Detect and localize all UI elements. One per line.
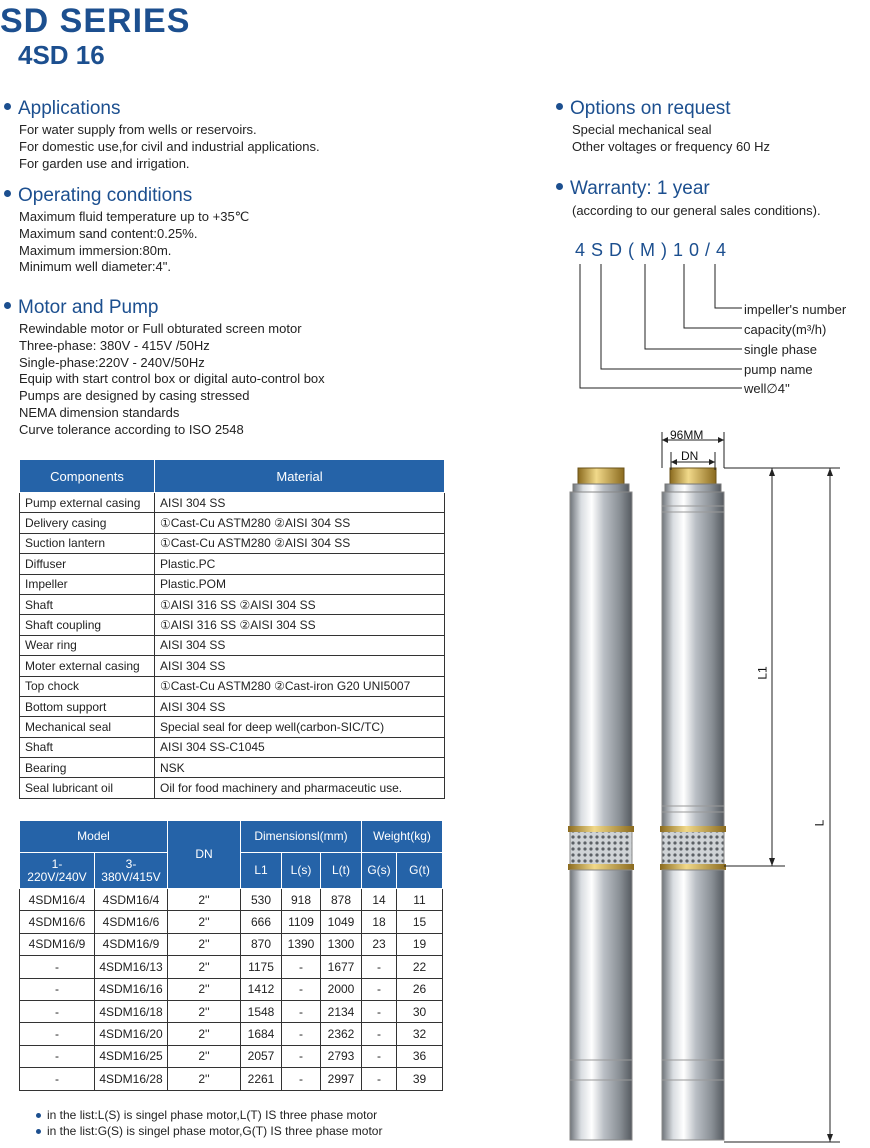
options-text: Special mechanical seal Other voltages or frequency 60 Hz [572,122,770,154]
component-cell: Suction lantern [20,533,155,553]
material-cell: Plastic.PC [155,554,445,574]
dn-label: DN [681,449,699,463]
gs-header: G(s) [362,853,397,889]
model-cell: 1412 [241,978,282,1000]
model-cell: 4SDM16/25 [95,1045,168,1067]
model-cell: - [20,978,95,1000]
model-cell: 2'' [168,1068,241,1090]
table-row [20,1023,443,1045]
width-label: 96MM [670,428,704,442]
model-cell: - [282,1000,321,1022]
pump-dimension-view [660,468,726,1140]
material-cell: Plastic.POM [155,574,445,594]
model-cell: 1175 [241,956,282,978]
table-row [20,676,445,696]
options-heading: Options on request [556,98,731,120]
component-cell: Impeller [20,574,155,594]
model-cell: - [362,1000,397,1022]
table-row [20,493,445,513]
table-row [20,1000,443,1022]
model-cell: 4SDM16/9 [95,933,168,955]
bullet-icon [4,302,11,309]
footnote-length: in the list:L(S) is singel phase motor,L(T) IS three phase motor [36,1108,377,1122]
model-code: 4SD(M)10/4 [575,240,733,260]
material-cell: AISI 304 SS [155,635,445,655]
model-cell: 2'' [168,911,241,933]
material-cell: ①Cast-Cu ASTM280 ②AISI 304 SS [155,513,445,533]
model-cell: 22 [397,956,443,978]
model-cell: - [362,1045,397,1067]
operating-heading: Operating conditions [4,185,192,207]
component-cell: Shaft [20,737,155,757]
component-cell: Diffuser [20,554,155,574]
components-table [19,459,445,799]
model-cell: - [282,978,321,1000]
table-row [20,594,445,614]
material-cell: ①AISI 316 SS ②AISI 304 SS [155,594,445,614]
model-cell: 2793 [321,1045,362,1067]
table-row [20,778,445,798]
model-cell: - [362,1068,397,1090]
table-row [20,615,445,635]
single-phase-header: 1- 220V/240V [20,853,95,889]
applications-heading: Applications [4,98,120,120]
code-label-well: well∅4'' [744,381,790,396]
model-cell: 878 [321,889,362,911]
model-cell: - [20,1045,95,1067]
pump-front-view [568,468,634,1140]
model-cell: 4SDM16/4 [20,889,95,911]
model-cell: 530 [241,889,282,911]
table-row [20,696,445,716]
model-cell: 4SDM16/16 [95,978,168,1000]
model-cell: 36 [397,1045,443,1067]
model-cell: 4SDM16/28 [95,1068,168,1090]
code-label-pump-name: pump name [744,362,813,377]
model-cell: 39 [397,1068,443,1090]
table-row [20,758,445,778]
material-cell: Special seal for deep well(carbon-SIC/TC) [155,717,445,737]
model-cell: 2997 [321,1068,362,1090]
component-cell: Shaft coupling [20,615,155,635]
model-cell: - [282,1068,321,1090]
model-cell: - [20,1023,95,1045]
material-cell: AISI 304 SS-C1045 [155,737,445,757]
model-cell: 23 [362,933,397,955]
model-cell: - [282,956,321,978]
model-cell: 4SDM16/4 [95,889,168,911]
component-cell: Mechanical seal [20,717,155,737]
component-cell: Shaft [20,594,155,614]
model-cell: 4SDM16/9 [20,933,95,955]
material-header: Material [155,460,445,493]
model-cell: 1390 [282,933,321,955]
table-row [20,933,443,955]
model-cell: 26 [397,978,443,1000]
model-cell: 2000 [321,978,362,1000]
l-label: L [812,819,827,827]
model-cell: 11 [397,889,443,911]
model-cell: 30 [397,1000,443,1022]
component-cell: Moter external casing [20,656,155,676]
series-title: SD SERIES [0,2,191,40]
three-phase-header: 3- 380V/415V [95,853,168,889]
bullet-icon [36,1113,41,1118]
model-cell: 1684 [241,1023,282,1045]
model-cell: - [20,1068,95,1090]
model-cell: 666 [241,911,282,933]
l1-header: L1 [241,853,282,889]
model-cell: - [282,1045,321,1067]
table-row [20,978,443,1000]
code-label-capacity: capacity(m³/h) [744,322,827,337]
table-row [20,574,445,594]
warranty-text: (according to our general sales conditions). [572,203,821,218]
component-cell: Seal lubricant oil [20,778,155,798]
components-header: Components [20,460,155,493]
model-cell: 14 [362,889,397,911]
model-cell: 15 [397,911,443,933]
pump-drawing [540,420,870,1148]
model-cell: - [282,1023,321,1045]
model-cell: 2261 [241,1068,282,1090]
model-cell: 4SDM16/18 [95,1000,168,1022]
operating-text: Maximum fluid temperature up to +35℃ Maximum sand content:0.25%. Maximum immersion:80m. Minimum well diameter:4". [19,209,250,275]
warranty-heading: Warranty: 1 year [556,178,710,200]
component-cell: Pump external casing [20,493,155,513]
model-cell: 2362 [321,1023,362,1045]
footnote-weight: in the list:G(S) is singel phase motor,G(T) IS three phase motor [36,1124,382,1138]
table-row [20,533,445,553]
component-cell: Bearing [20,758,155,778]
code-leader-lines [570,262,750,398]
model-cell: 2'' [168,956,241,978]
material-cell: ①Cast-Cu ASTM280 ②Cast-iron G20 UNI5007 [155,676,445,696]
table-row [20,635,445,655]
table-row [20,956,443,978]
gt-header: G(t) [397,853,443,889]
table-row [20,717,445,737]
model-cell: - [362,978,397,1000]
table-row [20,1068,443,1090]
model-title: 4SD 16 [18,40,105,70]
model-cell: 2'' [168,889,241,911]
bullet-icon [36,1129,41,1134]
model-cell: 2'' [168,1023,241,1045]
model-cell: 2'' [168,933,241,955]
table-row [20,554,445,574]
model-cell: 2'' [168,1045,241,1067]
material-cell: AISI 304 SS [155,696,445,716]
material-cell: AISI 304 SS [155,656,445,676]
model-cell: - [20,1000,95,1022]
table-row [20,889,443,911]
model-cell: 2057 [241,1045,282,1067]
table-row [20,1045,443,1067]
motor-heading: Motor and Pump [4,297,158,319]
model-cell: 19 [397,933,443,955]
model-cell: 2'' [168,1000,241,1022]
model-cell: 1677 [321,956,362,978]
model-cell: - [362,1023,397,1045]
model-header: Model [20,821,168,853]
material-cell: NSK [155,758,445,778]
model-cell: 4SDM16/13 [95,956,168,978]
model-cell: 1049 [321,911,362,933]
code-label-impeller: impeller's number [744,302,847,317]
model-cell: 870 [241,933,282,955]
motor-text: Rewindable motor or Full obturated screen motor Three-phase: 380V - 415V /50Hz Single-phase:220V - 240V/50Hz Equip with start control box or digital auto-control box Pumps are designed by casing stressed NEMA dimension standards Curve tolerance according to ISO 2548 [19,321,325,437]
model-cell: 4SDM16/6 [95,911,168,933]
dimensions-header: Dimensionsl(mm) [241,821,362,853]
ls-header: L(s) [282,853,321,889]
component-cell: Delivery casing [20,513,155,533]
l1-label: L1 [755,666,770,680]
dn-header: DN [168,821,241,889]
model-cell: 18 [362,911,397,933]
code-label-phase: single phase [744,342,817,357]
bullet-icon [556,103,563,110]
bullet-icon [556,183,563,190]
material-cell: ①Cast-Cu ASTM280 ②AISI 304 SS [155,533,445,553]
model-table [19,820,443,1091]
model-cell: 2134 [321,1000,362,1022]
model-cell: - [20,956,95,978]
model-cell: 1548 [241,1000,282,1022]
applications-text: For water supply from wells or reservoirs. For domestic use,for civil and industrial applications. For garden use and irrigation. [19,122,320,171]
model-cell: 1300 [321,933,362,955]
component-cell: Top chock [20,676,155,696]
table-row [20,911,443,933]
table-row [20,737,445,757]
model-cell: 2'' [168,978,241,1000]
table-row [20,656,445,676]
weight-header: Weight(kg) [362,821,443,853]
model-cell: 4SDM16/20 [95,1023,168,1045]
table-row [20,513,445,533]
model-cell: 32 [397,1023,443,1045]
material-cell: AISI 304 SS [155,493,445,513]
model-cell: 4SDM16/6 [20,911,95,933]
model-cell: - [362,956,397,978]
component-cell: Bottom support [20,696,155,716]
component-cell: Wear ring [20,635,155,655]
lt-header: L(t) [321,853,362,889]
bullet-icon [4,103,11,110]
material-cell: Oil for food machinery and pharmaceutic use. [155,778,445,798]
model-cell: 1109 [282,911,321,933]
bullet-icon [4,190,11,197]
material-cell: ①AISI 316 SS ②AISI 304 SS [155,615,445,635]
model-cell: 918 [282,889,321,911]
